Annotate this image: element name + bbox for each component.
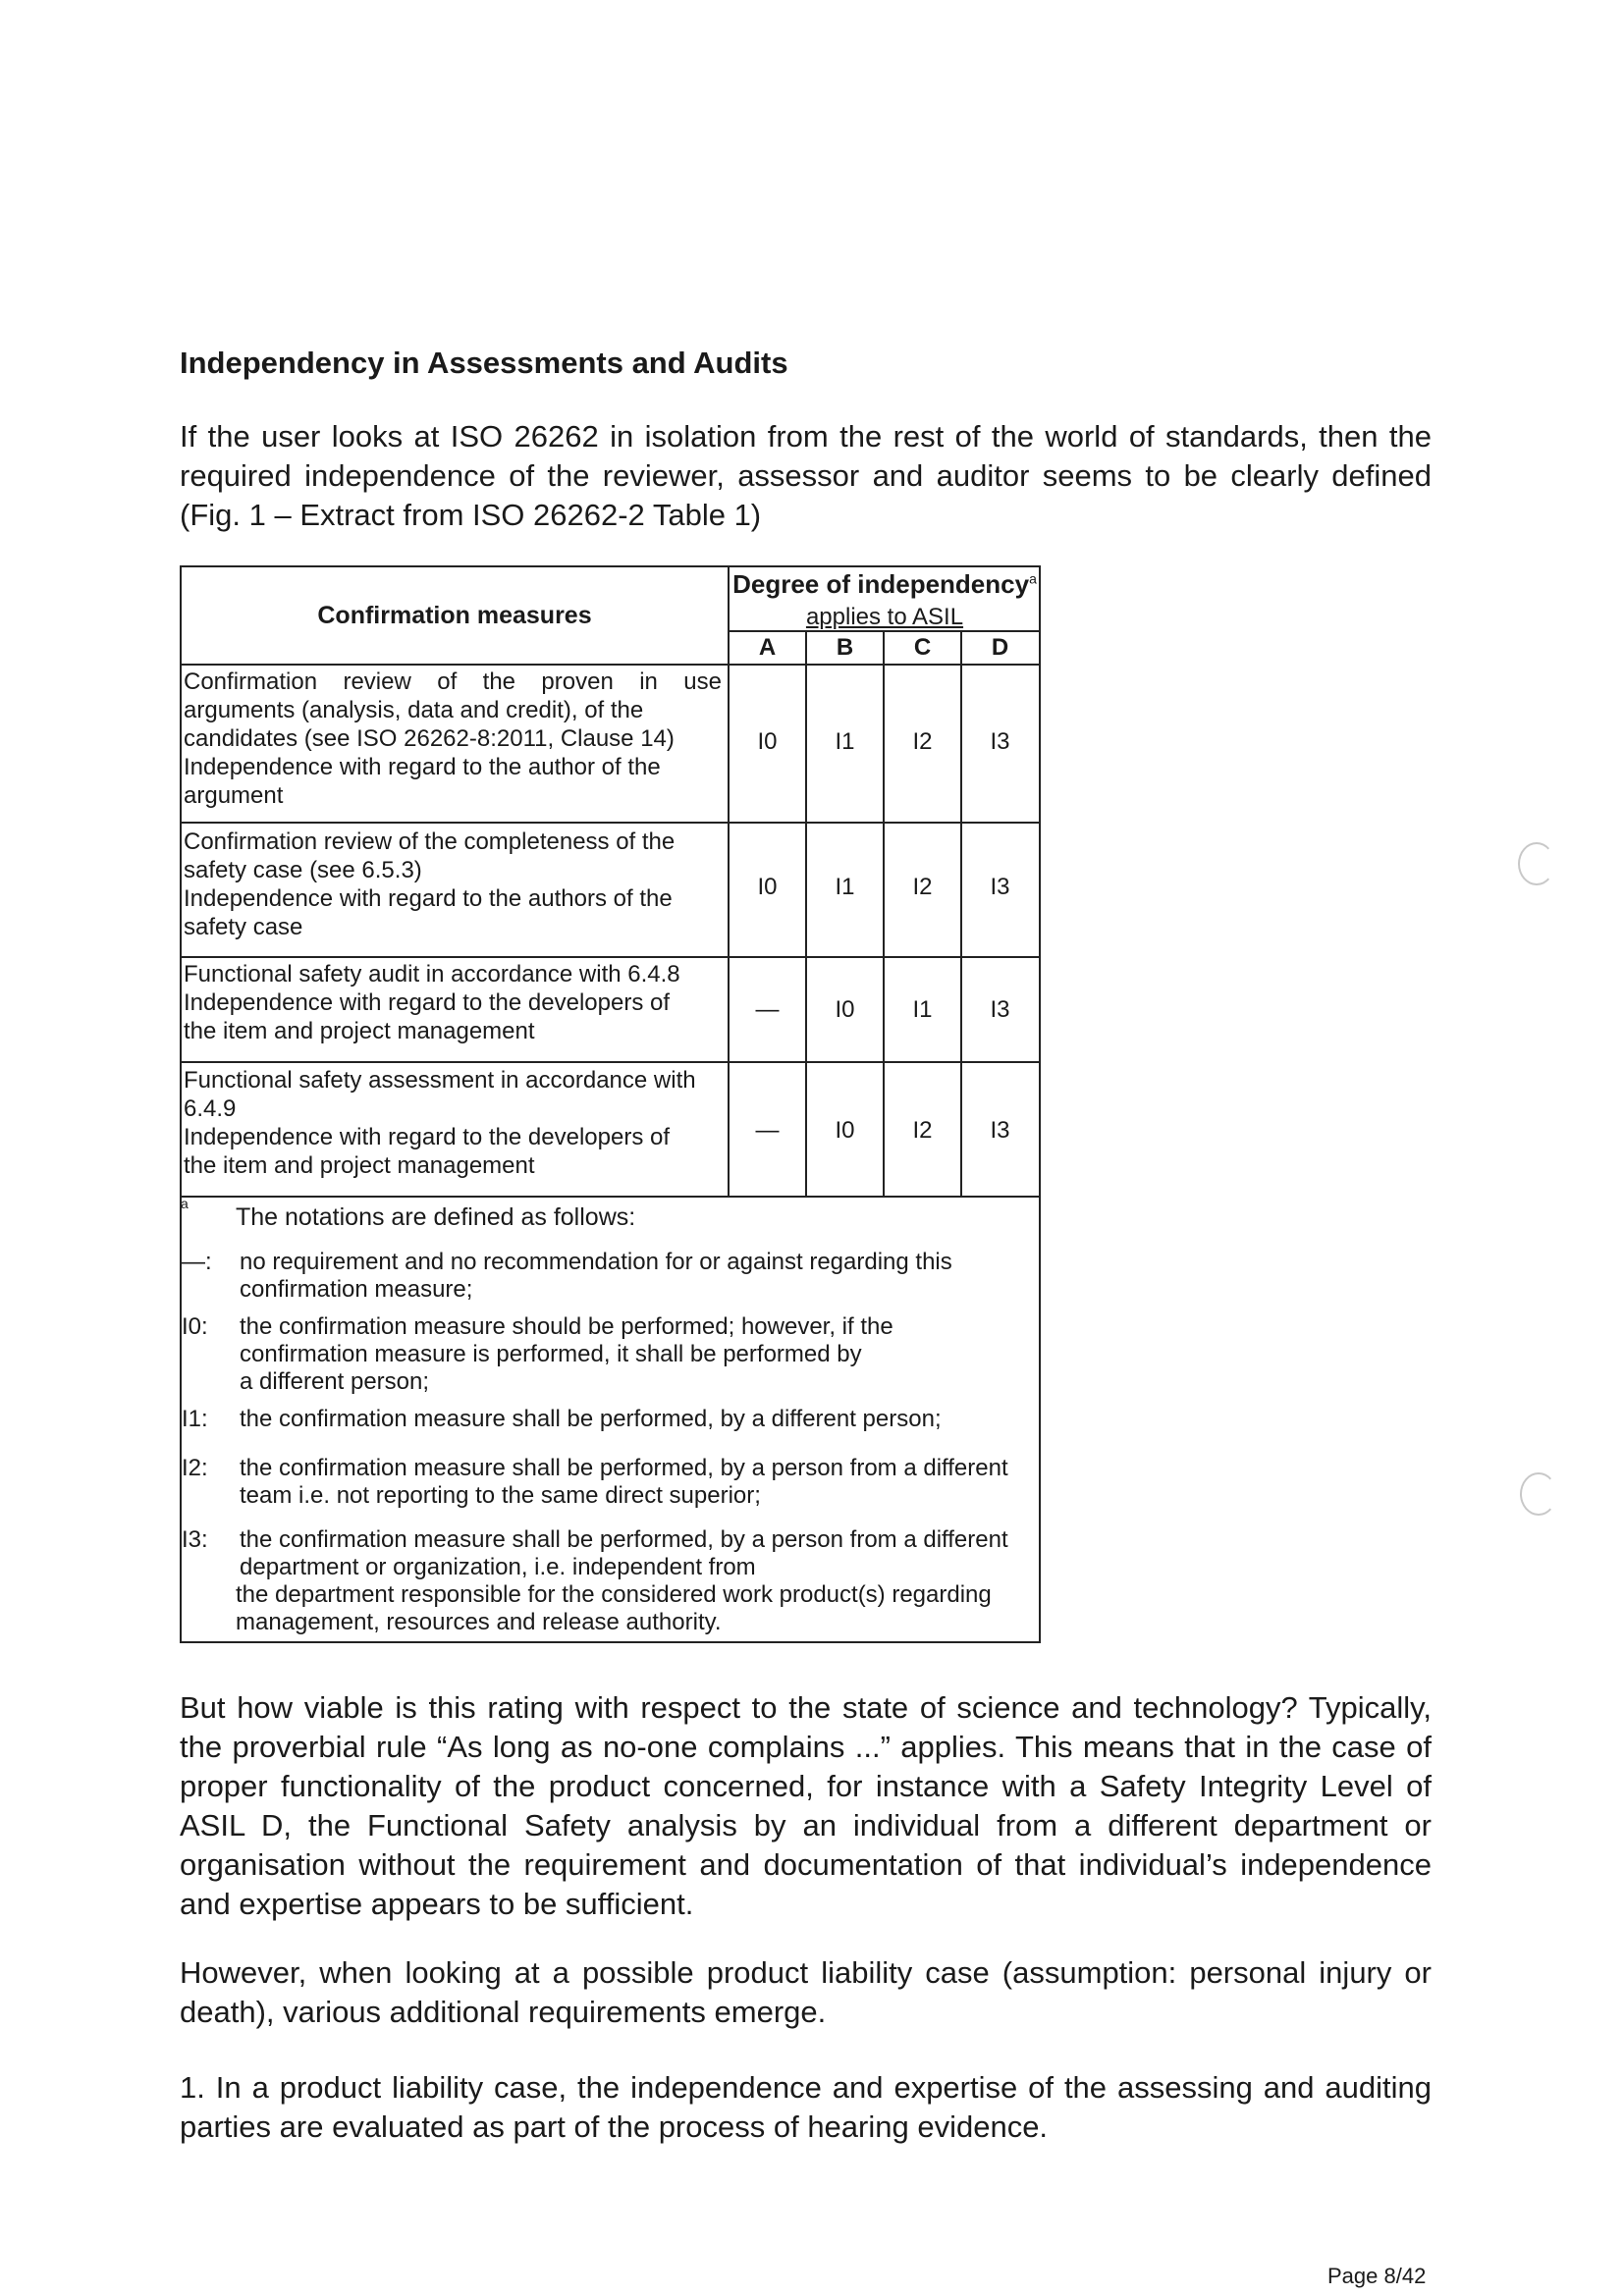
notation-key: I0: xyxy=(182,1313,208,1340)
column-divider xyxy=(805,630,807,1196)
table-cell: I2 xyxy=(912,874,933,900)
notation-line: team i.e. not reporting to the same direct superior; xyxy=(240,1482,761,1509)
asil-subheader-text: applies to ASIL xyxy=(805,604,964,630)
section-heading: Independency in Assessments and Audits xyxy=(180,346,788,380)
table-cell: I1 xyxy=(835,728,855,755)
notation-key: I2: xyxy=(182,1455,208,1481)
measure-line: the item and project management xyxy=(184,1152,535,1179)
table-cell: I3 xyxy=(990,728,1010,755)
row-divider xyxy=(182,822,1041,824)
degree-header xyxy=(729,569,1041,600)
notation-line: the confirmation measure should be performed; however, if the xyxy=(240,1313,893,1340)
notation-line: the confirmation measure shall be performed, by a person from a different xyxy=(240,1526,1008,1553)
intro-paragraph: If the user looks at ISO 26262 in isolation from the rest of the world of standards, then the required independence of the reviewer, assessor and auditor seems to be clearly defined (Fig. 1 – Extract from ISO 26262-2 Table 1) xyxy=(180,419,1432,532)
viability-paragraph: But how viable is this rating with respect to the state of science and technology? Typically, the proverbial rule “As long as no-one complains ...” applies. This means that in the case of proper functionality of the product concerned, for instance with a Safety Integrity Level of ASIL D, the Functional Safety analysis by an individual from a different department or organisation without the requirement and documentation of that individual’s independence and expertise appears to be sufficient. xyxy=(180,1690,1432,1921)
notation-line: a different person; xyxy=(240,1368,430,1395)
measures-header: Confirmation measures xyxy=(317,601,592,629)
degree-footnote-marker: a xyxy=(1029,570,1037,587)
table-cell: I0 xyxy=(835,1117,855,1144)
column-divider xyxy=(883,630,885,1196)
notation-line: department or organization, i.e. independent from xyxy=(240,1554,756,1580)
footnote-marker: a xyxy=(181,1196,189,1211)
measure-line: Functional safety audit in accordance with 6.4.8 xyxy=(184,961,680,988)
measure-line: arguments (analysis, data and credit), of the xyxy=(184,697,644,723)
measure-line: argument xyxy=(184,782,284,809)
notation-definition xyxy=(240,1406,1035,1433)
column-header-d: D xyxy=(991,634,1009,661)
notation-line: no requirement and no recommendation for or against regarding this xyxy=(240,1249,952,1275)
column-header-c: C xyxy=(913,634,932,661)
header-divider xyxy=(182,664,1041,666)
table-cell: — xyxy=(755,996,780,1023)
measure-line: 6.4.9 xyxy=(184,1095,237,1122)
notation-definition xyxy=(236,1526,1035,1636)
notation-definition xyxy=(240,1455,1035,1510)
table-cell: I1 xyxy=(912,996,933,1023)
notation-line: the department responsible for the considered work product(s) regarding xyxy=(236,1581,992,1608)
column-header-b: B xyxy=(836,634,854,661)
liability-paragraph: However, when looking at a possible product liability case (assumption: personal injury or death), various additional requirements emerge. xyxy=(180,1955,1432,2029)
notation-key: I3: xyxy=(182,1526,208,1553)
row-divider xyxy=(182,956,1041,958)
row-divider xyxy=(182,1196,1041,1198)
notation-line: management, resources and release authority. xyxy=(236,1609,722,1635)
measure-line: the item and project management xyxy=(184,1018,535,1044)
punch-hole-mark xyxy=(1518,842,1555,885)
measure-line: Independence with regard to the author of the xyxy=(184,754,661,780)
measure-line: Independence with regard to the developers of xyxy=(184,989,671,1016)
measure-line: Independence with regard to the developers of xyxy=(184,1124,671,1150)
table-cell: I2 xyxy=(912,1117,933,1144)
table-row-measure xyxy=(184,828,722,941)
notation-definition xyxy=(240,1313,1035,1396)
row-divider xyxy=(182,1061,1041,1063)
table-cell: I2 xyxy=(912,728,933,755)
page-number: Page 8/42 xyxy=(1327,2264,1427,2288)
measure-line: Confirmation review of the proven in use xyxy=(184,668,722,695)
measure-line: safety case xyxy=(184,914,303,940)
measure-line: safety case (see 6.5.3) xyxy=(184,857,422,883)
table-cell: I3 xyxy=(990,996,1010,1023)
notation-key: —: xyxy=(182,1249,212,1275)
table-row-measure xyxy=(184,960,722,1045)
measure-line: Functional safety assessment in accordance with xyxy=(184,1067,696,1094)
table-cell: I0 xyxy=(757,874,778,900)
degree-header-text: Degree of independency xyxy=(732,569,1030,599)
table-row-measure xyxy=(184,667,722,810)
column-divider xyxy=(960,630,962,1196)
table-cell: — xyxy=(755,1117,780,1144)
asil-subheader xyxy=(729,604,1041,631)
notation-line: confirmation measure is performed, it shall be performed by xyxy=(240,1341,862,1367)
notation-definition xyxy=(240,1249,1035,1304)
notation-key: I1: xyxy=(182,1406,208,1432)
footnote-title: The notations are defined as follows: xyxy=(236,1203,636,1231)
notation-line: the confirmation measure shall be performed, by a person from a different xyxy=(240,1455,1008,1481)
measure-line: Independence with regard to the authors of the xyxy=(184,885,673,912)
notation-line: the confirmation measure shall be performed, by a different person; xyxy=(240,1406,942,1432)
table-cell: I1 xyxy=(835,874,855,900)
asil-divider xyxy=(729,630,1041,632)
notation-line: confirmation measure; xyxy=(240,1276,473,1303)
table-cell: I3 xyxy=(990,1117,1010,1144)
column-header-a: A xyxy=(758,634,777,661)
numbered-point-1: 1. In a product liability case, the independence and expertise of the assessing and auditing parties are evaluated as part of the process of hearing evidence. xyxy=(180,2070,1432,2144)
table-cell: I0 xyxy=(835,996,855,1023)
table-row-measure xyxy=(184,1066,722,1180)
table-cell: I3 xyxy=(990,874,1010,900)
measure-line: candidates (see ISO 26262-8:2011, Clause 14) xyxy=(184,725,675,752)
punch-hole-mark xyxy=(1520,1472,1557,1516)
measure-line: Confirmation review of the completeness of the xyxy=(184,828,676,855)
table-cell: I0 xyxy=(757,728,778,755)
